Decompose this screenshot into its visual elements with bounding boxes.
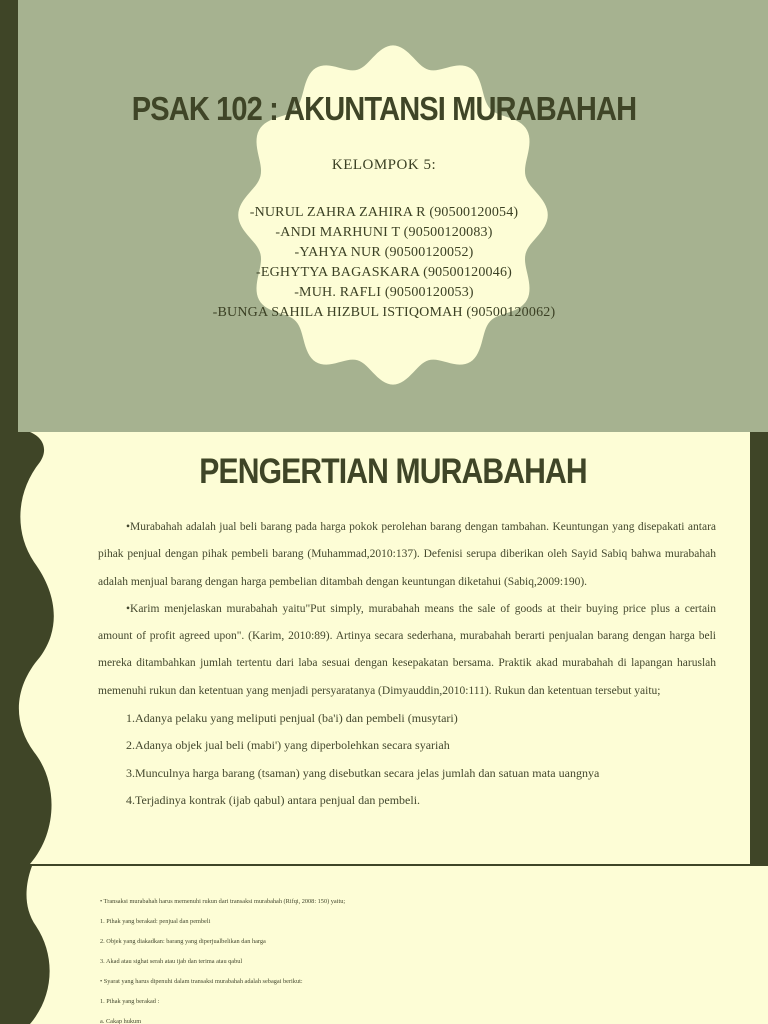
paragraph: •Murabahah adalah jual beli barang pada harga pokok perolehan barang dengan tambahan. Keuntungan yang disepakati antara pihak penjual dengan pihak pembeli barang (Muhammad,2010:137). Defenisi serupa diberikan oleh Sayid Sabiq bahwa murabahah adalah menjual barang dengan harga pembelian ditambah dengan keuntungan diketahui (Sabiq,2009:190). bbox=[98, 521, 716, 588]
text-line: • Syarat yang harus dipenuhi dalam transaksi murabahah adalah sebagai berikut: bbox=[100, 978, 303, 985]
requirements-slide bbox=[0, 866, 768, 1024]
rukun-list bbox=[98, 705, 716, 814]
text-line: 1. Pihak yang berakad: penjual dan pembeli bbox=[100, 918, 211, 925]
text-line: a. Cakap hukum bbox=[100, 1018, 142, 1024]
paragraph: •Karim menjelaskan murabahah yaitu"Put simply, murabahah means the sale of goods at their buying price plus a certain amount of profit agreed upon". (Karim, 2010:89). Artinya secara sederhana, murabahah berarti penjualan barang dengan harga beli mereka ditambahkan jumlah tertentu dari laba sesuai dengan kesepakatan bersama. Praktik akad murabahah di lapangan haruslah memenuhi rukun dan ketentuan yang menjadi persyaratanya (Dimyauddin,2010:111). Rukun dan ketentuan tersebut yaitu; bbox=[98, 602, 716, 697]
list-item: 1.Adanya pelaku yang meliputi penjual (ba'i) dan pembeli (musytari) bbox=[126, 711, 458, 726]
text-line: • Transaksi murabahah harus memenuhi rukun dari transaksi murabahah (Rifqi, 2008: 150) yaitu; bbox=[100, 898, 346, 905]
member-item: -NURUL ZAHRA ZAHIRA R (90500120054) bbox=[249, 205, 519, 220]
text-line: 3. Akad atau sighat serah atau ijab dan terima atau qabul bbox=[100, 958, 243, 965]
member-item: -ANDI MARHUNI T (90500120083) bbox=[275, 225, 493, 240]
text-line: 2. Objek yang diakadkan: barang yang diperjualbelikan dan harga bbox=[100, 938, 266, 945]
slide-body bbox=[100, 892, 345, 1024]
definition-slide bbox=[0, 432, 768, 864]
member-item: -BUNGA SAHILA HIZBUL ISTIQOMAH (90500120062) bbox=[212, 305, 556, 320]
member-item: -EGHYTYA BAGASKARA (90500120046) bbox=[255, 265, 513, 280]
group-label: KELOMPOK 5: bbox=[331, 157, 437, 173]
text-line: 1. Pihak yang berakad : bbox=[100, 998, 160, 1005]
list-item: 3.Munculnya harga barang (tsaman) yang disebutkan secara jelas jumlah dan satuan mata uangnya bbox=[126, 765, 600, 780]
list-item: 4.Terjadinya kontrak (ijab qabul) antara penjual dan pembeli. bbox=[126, 792, 421, 807]
member-item: -MUH. RAFLI (90500120053) bbox=[294, 285, 474, 300]
member-list bbox=[0, 203, 768, 323]
member-item: -YAHYA NUR (90500120052) bbox=[294, 245, 474, 260]
slide-title: PSAK 102 : AKUNTANSI MURABAHAH bbox=[131, 90, 637, 127]
title-slide bbox=[0, 0, 768, 432]
slide-title: PENGERTIAN MURABAHAH bbox=[199, 452, 587, 491]
slide-body bbox=[98, 514, 716, 814]
list-item: 2.Adanya objek jual beli (mabi') yang diperbolehkan secara syariah bbox=[126, 738, 450, 753]
